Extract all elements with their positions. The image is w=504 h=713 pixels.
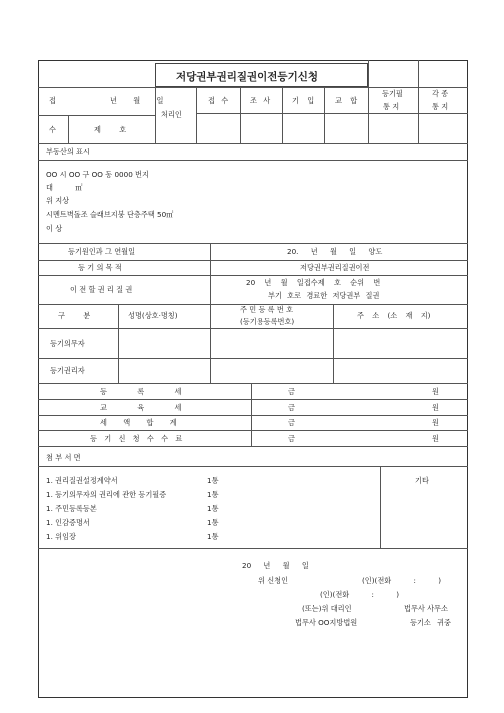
signature-applicant: 위 신청인 bbox=[258, 576, 289, 585]
col-reception: 접 수 bbox=[208, 96, 229, 105]
attachment-count-3: 1통 bbox=[207, 504, 219, 513]
fee-education-amount: 금 bbox=[288, 403, 295, 412]
attachment-count-2: 1통 bbox=[207, 490, 219, 499]
col-verify: 교 합 bbox=[335, 96, 358, 105]
info-cause-value: 20. 년 월 일 양도 bbox=[287, 247, 383, 256]
signature-seal-1: (인)(전화 : ) bbox=[362, 576, 442, 585]
signature-date: 20 년 월 일 bbox=[242, 561, 309, 570]
fee-education-unit: 원 bbox=[432, 403, 439, 412]
notify2-line1: 각 종 bbox=[432, 89, 449, 98]
number-label: 수 bbox=[49, 125, 56, 134]
info-right-value2: 부기 호로 경료한 저당권부 질권 bbox=[268, 291, 380, 300]
reception-date: 년 월 일 bbox=[110, 96, 164, 105]
number-value: 제 호 bbox=[94, 125, 127, 134]
attachment-name-2: 1. 등기의무자의 권리에 관한 등기필증 bbox=[46, 490, 167, 499]
form-title: 저당권부권리질권이전등기신청 bbox=[176, 71, 319, 83]
attachment-count-4: 1통 bbox=[207, 518, 219, 527]
signature-seal-2: (인)(전화 : ) bbox=[320, 590, 400, 599]
notify1-line2: 통 지 bbox=[383, 102, 400, 111]
property-line-2: 대 ㎡ bbox=[46, 183, 83, 192]
fee-total-unit: 원 bbox=[432, 418, 439, 427]
attachment-name-5: 1. 위임장 bbox=[46, 532, 76, 541]
fee-total-label: 세 액 합 계 bbox=[100, 418, 177, 427]
party-row-obligor: 등기의무자 bbox=[50, 339, 85, 348]
fee-total-amount: 금 bbox=[288, 418, 295, 427]
property-line-5: 이 상 bbox=[46, 224, 63, 233]
fee-registration-unit: 원 bbox=[432, 387, 439, 396]
col-inspection: 조 사 bbox=[250, 96, 271, 105]
col-entry: 기 입 bbox=[292, 96, 315, 105]
fee-application-amount: 금 bbox=[288, 434, 295, 443]
fee-registration-label: 등 록 세 bbox=[100, 387, 182, 396]
property-heading: 부동산의 표시 bbox=[46, 147, 90, 156]
processor-label: 처리인 bbox=[161, 110, 182, 119]
fee-application-label: 등 기 신 청 수 수 료 bbox=[90, 434, 183, 443]
parties-col-id-sub: (등기용등록번호) bbox=[240, 317, 295, 326]
info-right-label: 이 전 할 권 리 질 권 bbox=[70, 285, 133, 294]
info-purpose-label: 등 기 의 목 적 bbox=[78, 263, 122, 272]
info-purpose-value: 저당권부권리질권이전 bbox=[300, 263, 370, 272]
signature-office: 법무사 사무소 bbox=[404, 604, 448, 613]
fee-registration-amount: 금 bbox=[288, 387, 295, 396]
parties-col-name: 성명(상호·명칭) bbox=[128, 311, 178, 320]
info-cause-label: 등기원인과 그 연월일 bbox=[68, 247, 136, 256]
signature-agent: (또는)위 대리인 bbox=[302, 604, 352, 613]
reception-label: 접 bbox=[49, 96, 56, 105]
fee-application-unit: 원 bbox=[432, 434, 439, 443]
attachment-name-1: 1. 권리질권설정계약서 bbox=[46, 476, 118, 485]
notify2-line2: 통 지 bbox=[432, 102, 449, 111]
property-line-3: 위 지상 bbox=[46, 196, 70, 205]
attachment-count-1: 1통 bbox=[207, 476, 219, 485]
attachment-name-4: 1. 인감증명서 bbox=[46, 518, 90, 527]
form-frame bbox=[38, 60, 468, 698]
party-row-holder: 등기권리자 bbox=[50, 366, 85, 375]
parties-col-type: 구 분 bbox=[58, 311, 91, 320]
property-line-1: OO 시 OO 구 OO 동 0000 번지 bbox=[46, 170, 149, 179]
fee-education-label: 교 육 세 bbox=[100, 403, 182, 412]
attachment-count-5: 1통 bbox=[207, 532, 219, 541]
signature-registry: 등기소 귀중 bbox=[410, 618, 452, 627]
parties-col-address: 주 소 (소 재 지) bbox=[357, 311, 431, 320]
parties-col-id: 주 민 등 록 번 호 bbox=[240, 305, 294, 314]
notify1-line1: 등기필 bbox=[382, 89, 403, 98]
signature-court: 법무사 OO지방법원 bbox=[295, 618, 358, 627]
attachment-name-3: 1. 주민등록등본 bbox=[46, 504, 97, 513]
info-right-value: 20 년 월 일접수제 호 순위 번 bbox=[246, 278, 381, 287]
property-line-4: 시멘트벽돌조 슬래브지붕 단층주택 50㎡ bbox=[46, 210, 174, 219]
attachments-heading: 첨 부 서 면 bbox=[46, 453, 81, 462]
attachments-other: 기타 bbox=[415, 476, 429, 485]
